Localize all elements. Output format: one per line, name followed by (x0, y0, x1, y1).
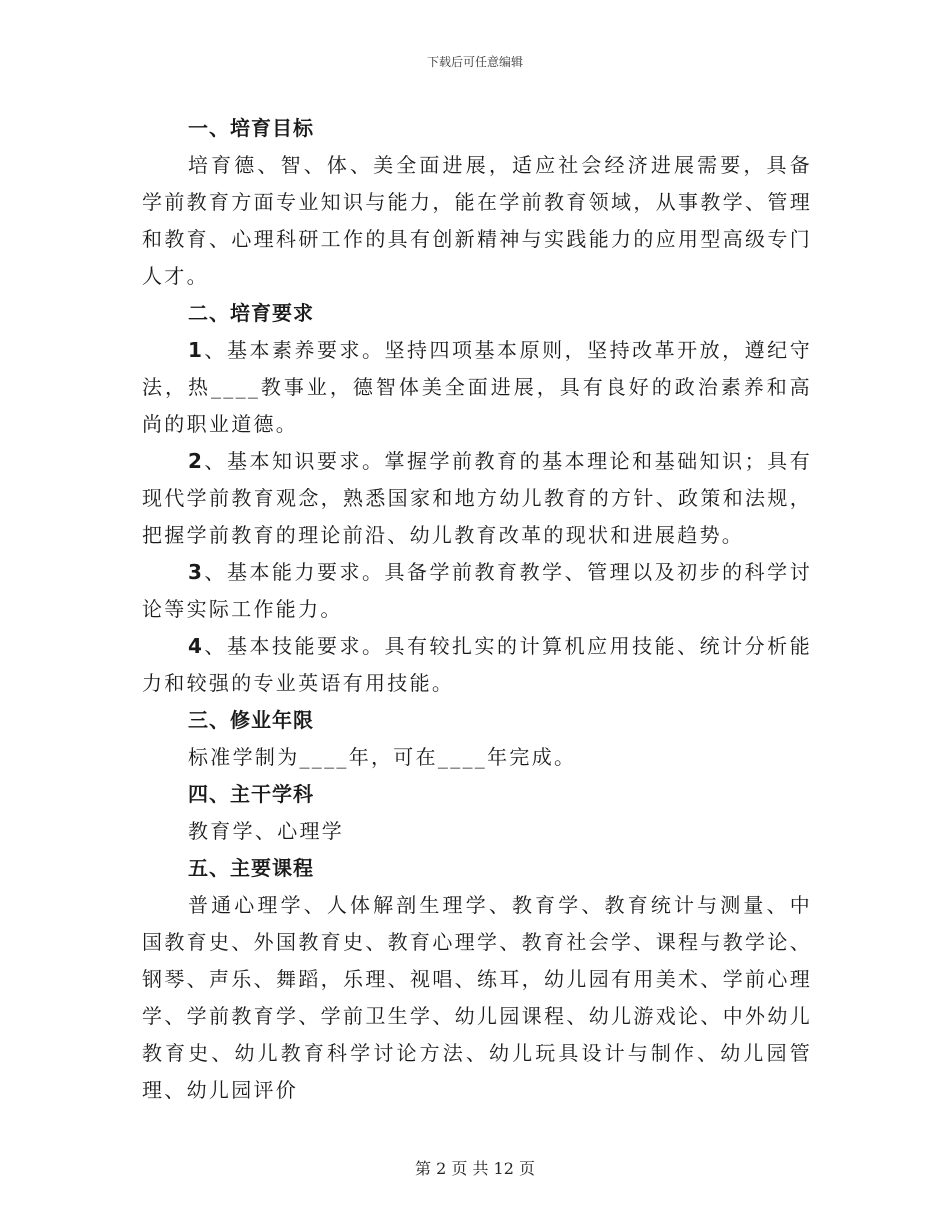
requirement-item-4 (142, 628, 812, 702)
main-courses-paragraph: 普通心理学、人体解剖生理学、教育学、教育统计与测量、中国教育史、外国教育史、教育心理学、教育社会学、课程与教学论、钢琴、声乐、舞蹈，乐理、视唱、练耳，幼儿园有用美术、学前心理学、学前教育学、学前卫生学、幼儿园课程、幼儿游戏论、中外幼儿教育史、幼儿教育科学讨论方法、幼儿玩具设计与制作、幼儿园管理、幼儿园评价 (142, 893, 812, 1102)
requirement-text: 、基本知识要求。掌握学前教育的基本理论和基础知识；具有现代学前教育观念，熟悉国家和地方幼儿教育的方针、政策和法规，把握学前教育的理论前沿、幼儿教育改革的现状和进展趋势。 (142, 449, 812, 547)
main-disciplines-paragraph: 教育学、心理学 (188, 819, 345, 843)
requirement-number: 4 (188, 634, 205, 658)
section-heading-study-duration: 三、修业年限 (188, 708, 314, 732)
requirement-text: 、基本素养要求。坚持四项基本原则，坚持改革开放，遵纪守法，热____教事业，德智体美全面进展，具有良好的政治素养和高尚的职业道德。 (142, 338, 812, 436)
requirement-item-3 (142, 554, 812, 628)
requirement-number: 1 (188, 338, 205, 362)
requirement-item-2 (142, 443, 812, 554)
requirement-text: 、基本技能要求。具有较扎实的计算机应用技能、统计分析能力和较强的专业英语有用技能。 (142, 634, 812, 695)
section-heading-main-courses: 五、主要课程 (188, 856, 314, 880)
section-heading-main-disciplines: 四、主干学科 (188, 782, 314, 806)
section-heading-training-requirements: 二、培育要求 (188, 301, 314, 325)
header-note: 下载后可任意编辑 (426, 55, 523, 69)
document-body (142, 110, 812, 1109)
requirement-number: 3 (188, 560, 205, 584)
requirement-number: 2 (188, 449, 205, 473)
page-number: 第 2 页 共 12 页 (415, 1159, 535, 1178)
training-goal-paragraph: 培育德、智、体、美全面进展，适应社会经济进展需要，具备学前教育方面专业知识与能力，能在学前教育领域，从事教学、管理和教育、心理科研工作的具有创新精神与实践能力的应用型高级专门人才。 (142, 153, 812, 288)
section-heading-training-goal: 一、培育目标 (188, 116, 314, 140)
requirement-item-1 (142, 332, 812, 443)
requirement-text: 、基本能力要求。具备学前教育教学、管理以及初步的科学讨论等实际工作能力。 (142, 560, 812, 621)
study-duration-paragraph: 标准学制为____年，可在____年完成。 (188, 745, 577, 769)
